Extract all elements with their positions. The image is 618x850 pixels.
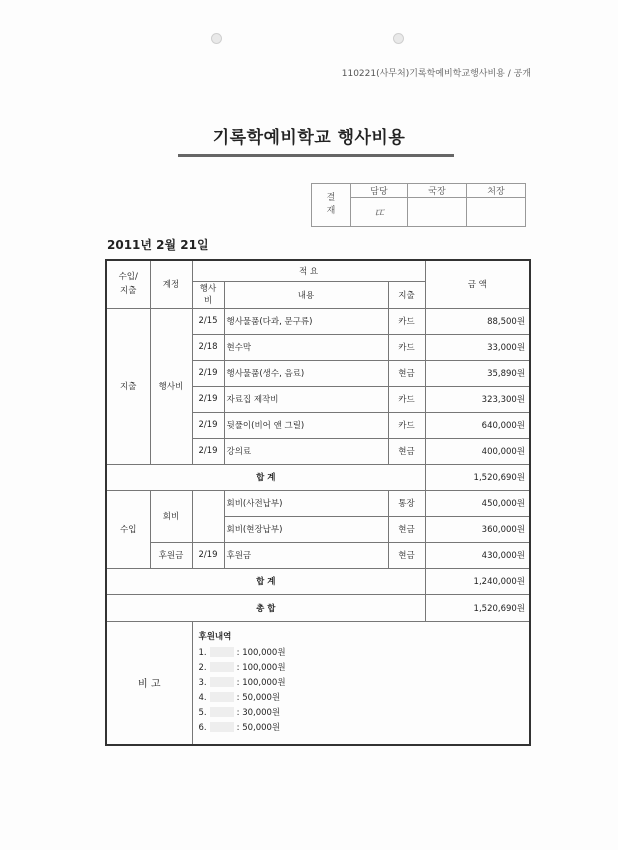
table-row	[106, 542, 530, 568]
row-date: 2/19	[192, 438, 224, 464]
punch-hole-left	[211, 33, 222, 44]
list-item: 5. : 30,000원	[198, 707, 281, 718]
row-date: 2/18	[192, 334, 224, 360]
grand-total-amount: 1,520,690원	[425, 594, 530, 621]
list-item: 6. : 50,000원	[198, 722, 281, 733]
row-amount: 430,000원	[425, 542, 530, 568]
row-content: 뒷풀이(비어 앤 그릴)	[224, 412, 388, 438]
row-content: 자료집 제작비	[224, 386, 388, 412]
header-amount: 금 액	[425, 260, 530, 308]
grand-total-label: 총 합	[106, 594, 425, 621]
document-date: 2011년 2월 21일	[107, 238, 209, 252]
row-date: 2/19	[192, 412, 224, 438]
list-item: 3. : 100,000원	[198, 677, 286, 688]
income-subtotal-row	[106, 568, 530, 594]
row-amount: 33,000원	[425, 334, 530, 360]
remarks-content	[192, 621, 530, 745]
row-date: 2/19	[192, 360, 224, 386]
row-amount: 400,000원	[425, 438, 530, 464]
header-content: 내용	[224, 281, 388, 308]
approval-role-chief: 처장	[467, 184, 526, 198]
expense-subtotal-label: 합 계	[106, 464, 425, 490]
header-summary: 적 요	[192, 260, 425, 281]
income-subtotal-amount: 1,240,000원	[425, 568, 530, 594]
expense-subtotal-amount: 1,520,690원	[425, 464, 530, 490]
row-date: 2/19	[192, 542, 224, 568]
row-content: 회비(사전납부)	[224, 490, 388, 516]
approval-role-staff: 담당	[351, 184, 408, 198]
row-amount: 360,000원	[425, 516, 530, 542]
row-amount: 450,000원	[425, 490, 530, 516]
header-type: 수입/ 지출	[106, 260, 150, 308]
row-content: 행사물품(생수, 음료)	[224, 360, 388, 386]
row-method: 현금	[388, 438, 425, 464]
table-row	[106, 308, 530, 334]
row-method: 카드	[388, 334, 425, 360]
list-item: 1. : 100,000원	[198, 647, 286, 658]
income-donation-account: 후원금	[150, 542, 192, 568]
punch-hole-right	[393, 33, 404, 44]
redacted-name	[210, 722, 234, 732]
row-amount: 88,500원	[425, 308, 530, 334]
remarks-row	[106, 621, 530, 745]
document-reference: 110221(사무처)기록학예비학교행사비용 / 공개	[341, 69, 531, 79]
row-content: 회비(현장납부)	[224, 516, 388, 542]
row-method: 카드	[388, 308, 425, 334]
remarks-label: 비 고	[106, 621, 192, 745]
row-date: 2/15	[192, 308, 224, 334]
row-content: 강의료	[224, 438, 388, 464]
header-account: 계정	[150, 260, 192, 308]
approval-role-director: 국장	[408, 184, 467, 198]
expense-account: 행사비	[150, 308, 192, 464]
title-underline	[178, 154, 454, 157]
header-date: 행사 비	[192, 281, 224, 308]
row-method: 현금	[388, 360, 425, 386]
grand-total-row	[106, 594, 530, 621]
approval-signature-staff	[351, 198, 408, 227]
income-fee-account: 회비	[150, 490, 192, 542]
approval-signature-chief	[467, 198, 526, 227]
row-amount: 640,000원	[425, 412, 530, 438]
approval-label: 결 재	[312, 184, 351, 227]
header-method: 지출	[388, 281, 425, 308]
approval-signature-director	[408, 198, 467, 227]
redacted-name	[210, 692, 234, 702]
list-item: 2. : 100,000원	[198, 662, 286, 673]
row-content: 행사물품(다과, 문구류)	[224, 308, 388, 334]
row-date	[192, 490, 224, 542]
row-method: 현금	[388, 516, 425, 542]
signature: ㄸ	[373, 205, 385, 220]
list-item: 4. : 50,000원	[198, 692, 281, 703]
row-amount: 35,890원	[425, 360, 530, 386]
row-amount: 323,300원	[425, 386, 530, 412]
expense-type: 지출	[106, 308, 150, 464]
row-date: 2/19	[192, 386, 224, 412]
redacted-name	[210, 707, 234, 717]
income-type: 수입	[106, 490, 150, 568]
expense-income-table	[105, 259, 531, 746]
document-title: 기록학예비학교 행사비용	[212, 128, 406, 148]
redacted-name	[210, 662, 234, 672]
expense-subtotal-row	[106, 464, 530, 490]
donation-list-title: 후원내역	[198, 631, 232, 642]
redacted-name	[210, 647, 234, 657]
row-method: 현금	[388, 542, 425, 568]
redacted-name	[210, 677, 234, 687]
row-method: 카드	[388, 412, 425, 438]
row-method: 카드	[388, 386, 425, 412]
row-method: 통장	[388, 490, 425, 516]
approval-box	[311, 183, 526, 227]
income-subtotal-label: 합 계	[106, 568, 425, 594]
row-content: 현수막	[224, 334, 388, 360]
row-content: 후원금	[224, 542, 388, 568]
table-row	[106, 490, 530, 516]
